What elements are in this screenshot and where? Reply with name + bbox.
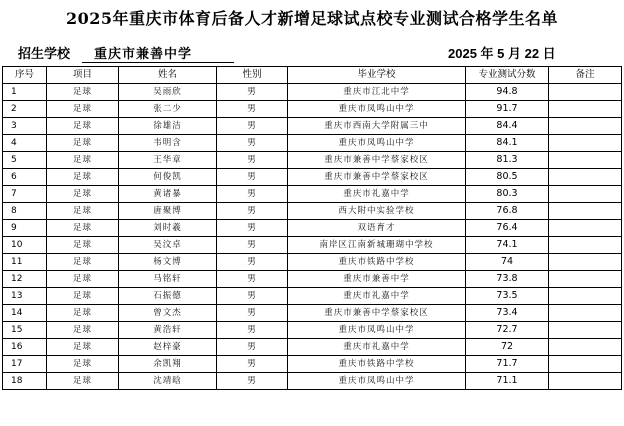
row-score: 80.3	[466, 186, 549, 203]
row-score: 71.1	[466, 373, 549, 390]
table-row	[3, 152, 622, 169]
row-item: 足球	[47, 84, 119, 101]
row-name: 沈靖晗	[119, 373, 217, 390]
row-school: 重庆市铁路中学校	[288, 254, 466, 271]
row-school: 重庆市凤鸣山中学	[288, 322, 466, 339]
row-note	[549, 152, 622, 169]
row-name: 刘时羲	[119, 220, 217, 237]
row-note	[549, 322, 622, 339]
header-item: 项目	[47, 67, 119, 84]
row-item: 足球	[47, 237, 119, 254]
row-name: 黄浩轩	[119, 322, 217, 339]
row-item: 足球	[47, 220, 119, 237]
row-school: 重庆市兼善中学蔡家校区	[288, 305, 466, 322]
table-row	[3, 84, 622, 101]
table-row	[3, 288, 622, 305]
row-score: 71.7	[466, 356, 549, 373]
table-row	[3, 271, 622, 288]
row-name: 马铭轩	[119, 271, 217, 288]
row-school: 重庆市凤鸣山中学	[288, 373, 466, 390]
row-gender: 男	[217, 322, 288, 339]
row-gender: 男	[217, 305, 288, 322]
table-row	[3, 186, 622, 203]
row-school: 双语育才	[288, 220, 466, 237]
row-index: 18	[3, 373, 47, 390]
row-name: 徐雄洁	[119, 118, 217, 135]
header-index: 序号	[3, 67, 47, 84]
row-item: 足球	[47, 152, 119, 169]
row-score: 76.8	[466, 203, 549, 220]
table-row	[3, 169, 622, 186]
row-name: 余凯翔	[119, 356, 217, 373]
row-name: 黄诸暴	[119, 186, 217, 203]
row-index: 17	[3, 356, 47, 373]
row-note	[549, 118, 622, 135]
row-note	[549, 356, 622, 373]
row-gender: 男	[217, 152, 288, 169]
row-note	[549, 84, 622, 101]
row-index: 9	[3, 220, 47, 237]
row-item: 足球	[47, 118, 119, 135]
row-gender: 男	[217, 84, 288, 101]
row-score: 72.7	[466, 322, 549, 339]
row-item: 足球	[47, 254, 119, 271]
row-name: 韦明含	[119, 135, 217, 152]
row-name: 曾文杰	[119, 305, 217, 322]
row-score: 94.8	[466, 84, 549, 101]
table-row	[3, 373, 622, 390]
row-index: 8	[3, 203, 47, 220]
row-school: 重庆市兼善中学蔡家校区	[288, 152, 466, 169]
document-title: 2025年重庆市体育后备人才新增足球试点校专业测试合格学生名单	[65, 9, 559, 28]
row-score: 73.5	[466, 288, 549, 305]
row-name: 吴汶卓	[119, 237, 217, 254]
row-index: 14	[3, 305, 47, 322]
row-item: 足球	[47, 169, 119, 186]
row-index: 4	[3, 135, 47, 152]
row-gender: 男	[217, 271, 288, 288]
row-school: 重庆市凤鸣山中学	[288, 135, 466, 152]
row-school: 重庆市铁路中学校	[288, 356, 466, 373]
student-table	[2, 66, 622, 390]
school-name: 重庆市兼善中学	[82, 43, 234, 63]
row-score: 80.5	[466, 169, 549, 186]
row-gender: 男	[217, 237, 288, 254]
table-row	[3, 237, 622, 254]
row-gender: 男	[217, 186, 288, 203]
row-score: 81.3	[466, 152, 549, 169]
row-index: 3	[3, 118, 47, 135]
row-school: 重庆市江北中学	[288, 84, 466, 101]
row-item: 足球	[47, 271, 119, 288]
row-school: 重庆市礼嘉中学	[288, 288, 466, 305]
row-index: 6	[3, 169, 47, 186]
row-note	[549, 288, 622, 305]
school-label: 招生学校	[18, 47, 71, 62]
row-gender: 男	[217, 203, 288, 220]
row-school: 重庆市兼善中学	[288, 271, 466, 288]
row-score: 73.8	[466, 271, 549, 288]
table-row	[3, 203, 622, 220]
row-score: 73.4	[466, 305, 549, 322]
table-row	[3, 135, 622, 152]
row-item: 足球	[47, 322, 119, 339]
row-name: 唐聚博	[119, 203, 217, 220]
row-note	[549, 373, 622, 390]
row-gender: 男	[217, 220, 288, 237]
row-name: 张二少	[119, 101, 217, 118]
row-gender: 男	[217, 101, 288, 118]
row-school: 重庆市兼善中学蔡家校区	[288, 169, 466, 186]
row-score: 84.1	[466, 135, 549, 152]
row-score: 91.7	[466, 101, 549, 118]
table-row	[3, 356, 622, 373]
table-header-row	[3, 67, 622, 84]
row-index: 16	[3, 339, 47, 356]
row-gender: 男	[217, 254, 288, 271]
header-score: 专业测试分数	[466, 67, 549, 84]
row-gender: 男	[217, 288, 288, 305]
row-gender: 男	[217, 356, 288, 373]
row-gender: 男	[217, 118, 288, 135]
row-gender: 男	[217, 169, 288, 186]
row-note	[549, 254, 622, 271]
row-note	[549, 305, 622, 322]
row-score: 84.4	[466, 118, 549, 135]
header-name: 姓名	[119, 67, 217, 84]
row-index: 15	[3, 322, 47, 339]
table-row	[3, 118, 622, 135]
row-name: 王华章	[119, 152, 217, 169]
row-score: 72	[466, 339, 549, 356]
row-item: 足球	[47, 288, 119, 305]
row-index: 12	[3, 271, 47, 288]
row-gender: 男	[217, 135, 288, 152]
table-row	[3, 254, 622, 271]
row-item: 足球	[47, 339, 119, 356]
row-index: 5	[3, 152, 47, 169]
row-note	[549, 101, 622, 118]
row-item: 足球	[47, 373, 119, 390]
row-gender: 男	[217, 373, 288, 390]
row-index: 7	[3, 186, 47, 203]
header-note: 备注	[549, 67, 622, 84]
row-index: 11	[3, 254, 47, 271]
row-note	[549, 186, 622, 203]
header-gender: 性别	[217, 67, 288, 84]
table-body	[3, 84, 622, 390]
row-item: 足球	[47, 305, 119, 322]
table-row	[3, 220, 622, 237]
row-school: 重庆市西南大学附属三中	[288, 118, 466, 135]
header-school: 毕业学校	[288, 67, 466, 84]
row-gender: 男	[217, 339, 288, 356]
row-name: 赵梓豪	[119, 339, 217, 356]
row-name: 石振德	[119, 288, 217, 305]
row-school: 南岸区江南新城珊瑚中学校	[288, 237, 466, 254]
row-score: 76.4	[466, 220, 549, 237]
row-name: 杨文博	[119, 254, 217, 271]
row-note	[549, 169, 622, 186]
row-index: 2	[3, 101, 47, 118]
table-row	[3, 339, 622, 356]
row-index: 13	[3, 288, 47, 305]
table-row	[3, 101, 622, 118]
row-score: 74.1	[466, 237, 549, 254]
document-date: 2025 年 5 月 22 日	[448, 46, 556, 61]
row-name: 吴雨欣	[119, 84, 217, 101]
header-info	[0, 43, 624, 63]
row-note	[549, 271, 622, 288]
row-index: 1	[3, 84, 47, 101]
table-row	[3, 305, 622, 322]
row-note	[549, 203, 622, 220]
row-school: 重庆市礼嘉中学	[288, 186, 466, 203]
row-note	[549, 237, 622, 254]
row-item: 足球	[47, 356, 119, 373]
row-note	[549, 220, 622, 237]
row-school: 重庆市凤鸣山中学	[288, 101, 466, 118]
row-item: 足球	[47, 101, 119, 118]
row-index: 10	[3, 237, 47, 254]
row-note	[549, 339, 622, 356]
table-row	[3, 322, 622, 339]
row-name: 何俊凯	[119, 169, 217, 186]
row-school: 重庆市礼嘉中学	[288, 339, 466, 356]
row-school: 西大附中实验学校	[288, 203, 466, 220]
row-item: 足球	[47, 135, 119, 152]
row-note	[549, 135, 622, 152]
row-item: 足球	[47, 186, 119, 203]
row-item: 足球	[47, 203, 119, 220]
row-score: 74	[466, 254, 549, 271]
